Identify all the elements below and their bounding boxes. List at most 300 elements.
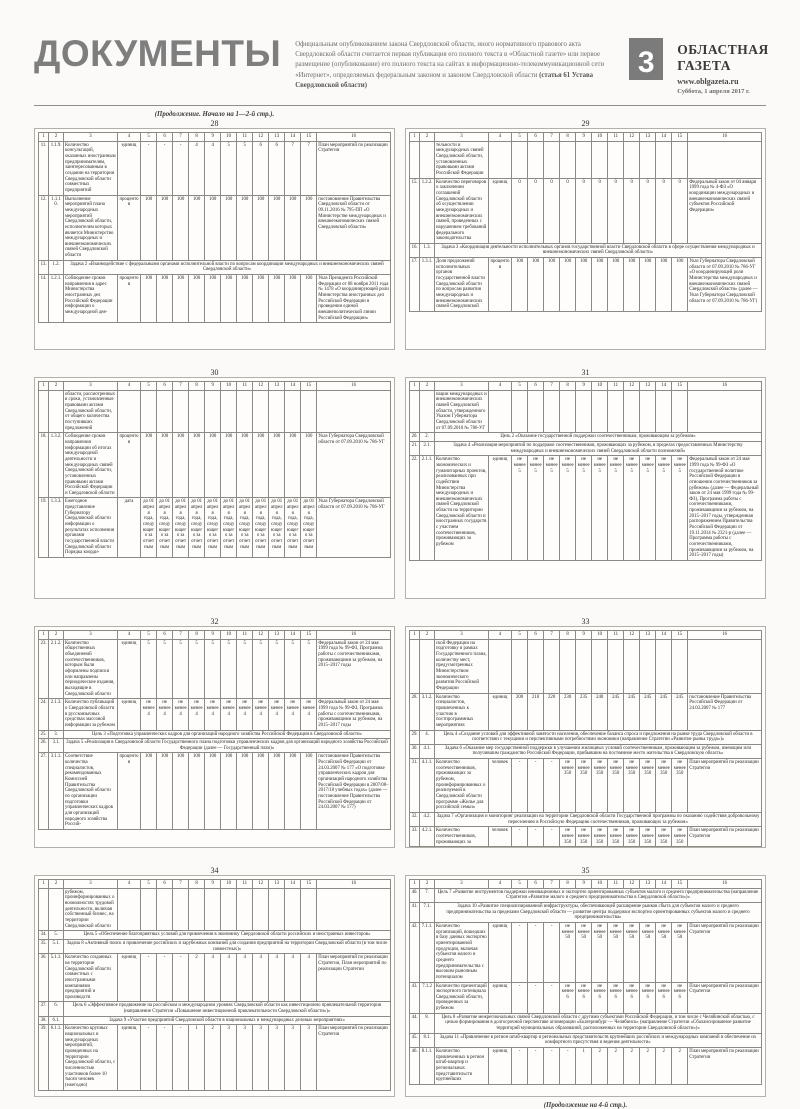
table-col-header: 13 bbox=[640, 133, 656, 142]
value-cell: 100 bbox=[253, 753, 269, 830]
code-cell: 2. bbox=[420, 433, 435, 442]
table-box bbox=[34, 128, 395, 350]
table-col-header: 12 bbox=[624, 382, 640, 391]
indicator-text-cell: области, рассмотренных в сроки, установленные правовыми актами Свердловской области, от общего количества поступивших предложений bbox=[63, 390, 117, 433]
code-cell: 5.1.1. bbox=[49, 954, 64, 1002]
unit-cell: человек bbox=[488, 827, 511, 847]
table-header-row bbox=[39, 631, 391, 640]
value-cell: не менее 50 bbox=[560, 922, 576, 982]
table-row bbox=[39, 260, 391, 274]
table-col-header: 3 bbox=[434, 382, 488, 391]
section-cell: Задача 6 «Оказание мер государственной поддержки в улучшении жилищных условий соотечественникам, проживающим за рубежом, имеющим или получившим гражданство Российской Федерации, прибывшим на постоянное место жительства в Свердловскую область» bbox=[434, 744, 761, 758]
indicator-text-cell: Количество консультаций, оказанных иностранным предпринимателям, заинтересованным в создании на территории Свердловской области совместных предприятий bbox=[63, 141, 117, 195]
code-cell: 1.1.10. bbox=[49, 195, 64, 260]
section-cell: Задача 10 «Развитие специализированной инфраструктуры, обеспечивающей расширение рынков сбыта для субъектов малого и среднего предпринимательства за пределами Свердловской области — развитие центра поддержки экспортно ориентированных субъектов малого и среднего предпринимательства» bbox=[434, 902, 761, 922]
table-col-header: 10 bbox=[592, 382, 608, 391]
table-row bbox=[410, 744, 762, 758]
value-cell: 5 bbox=[221, 141, 237, 195]
value-cell bbox=[157, 888, 173, 931]
value-cell: 100 bbox=[141, 275, 157, 323]
row-index-cell: 35. bbox=[39, 939, 49, 953]
table-box bbox=[405, 875, 766, 1097]
unit-cell: процентов bbox=[117, 195, 140, 260]
value-cell bbox=[544, 639, 560, 693]
indicator-text-cell: Количество созданных на территории Свердловской области совместных с иностранными компаниями предприятий и производств bbox=[63, 954, 117, 1002]
value-cell: 0 bbox=[656, 178, 672, 243]
section-cell: Задача 7 «Организация и мониторинг реализации на территории Свердловской области Государственной программы по оказанию содействия добровольному переселению в Российскую Федерацию соотечественников, проживающих за рубежом» bbox=[434, 813, 761, 827]
indicator-text-cell: нации международных и внешнеэкономических связей Свердловской области, утвержденного Указом Губернатора Свердловской области от 07.09.2010 № 786-УГ bbox=[434, 390, 488, 433]
table-col-header: 5 bbox=[512, 880, 528, 889]
table-row bbox=[39, 888, 391, 931]
table-col-header: 11 bbox=[237, 880, 253, 889]
value-cell bbox=[560, 639, 576, 693]
table-page-number: 28 bbox=[210, 119, 219, 128]
indicators-table bbox=[409, 879, 762, 1085]
value-cell: 100 bbox=[173, 753, 189, 830]
value-cell: - bbox=[173, 1025, 189, 1090]
table-col-header: 16 bbox=[317, 382, 391, 391]
table-col-header: 10 bbox=[592, 133, 608, 142]
value-cell: 100 bbox=[189, 433, 205, 498]
value-cell: 2 bbox=[592, 1048, 608, 1085]
row-index-cell: 27. bbox=[39, 753, 49, 830]
table-col-header: 4 bbox=[117, 382, 140, 391]
table-col-header: 11 bbox=[608, 382, 624, 391]
table-col-header: 3 bbox=[63, 382, 117, 391]
basis-cell: План мероприятий по реализации Стратегии bbox=[688, 1048, 762, 1085]
value-cell: до 01 апреля года, следующего за отчетным bbox=[237, 498, 253, 558]
table-col-header: 13 bbox=[269, 382, 285, 391]
unit-cell: процентов bbox=[117, 753, 140, 830]
value-cell: - bbox=[544, 1048, 560, 1085]
section-cell: Цель 4 «Создание условий для эффективной занятости населения, обеспечение баланса спроса и предложения на рынке труда Свердловской области в соответствии с текущими и перспективными потребностями экономики (направление Стратегии «Развитие рынка труда»)» bbox=[434, 730, 761, 744]
table-col-header: 3 bbox=[434, 631, 488, 640]
value-cell: - bbox=[512, 982, 528, 1013]
table-col-header: 14 bbox=[656, 133, 672, 142]
indicators-table bbox=[409, 381, 762, 561]
value-cell: - bbox=[528, 827, 544, 847]
table-col-header: 9 bbox=[576, 382, 592, 391]
value-cell: 4 bbox=[285, 954, 301, 1002]
value-cell bbox=[269, 390, 285, 433]
indicator-text-cell: тельности и международных связей Свердловской области, установленных правовыми актами Российской Федерации bbox=[434, 141, 488, 178]
section-cell: Цель 7 «Развитие инструментов поддержки инновационных и экспортно ориентированных субъектов малого и среднего предпринимательства (направление Стратегии «Развитие малого и среднего предпринимательства в Свердловской области»)» bbox=[434, 888, 761, 902]
publication-notice-text: Официальным опубликованием закона Свердловской области, иного нормативного правового акта Свердловской области считается первая публикация его полного текста в «Областной газете» или первое размещение (опубликование) его полного текста на сайтах в информационно-телекоммуникационной сети «Интернет», определяемых федеральным законом и законом Свердловской области bbox=[295, 41, 605, 79]
row-index-cell: 31. bbox=[410, 759, 420, 813]
value-cell: не менее 50 bbox=[624, 922, 640, 982]
unit-cell: единиц bbox=[488, 456, 511, 561]
value-cell bbox=[576, 390, 592, 433]
value-cell: 1 bbox=[576, 1048, 592, 1085]
indicator-text-cell: Выполнение мероприятий плана международных мероприятий Свердловской области, исполнителем которых является Министерство международных и внешнеэкономических связей Свердловской области bbox=[63, 195, 117, 260]
value-cell: 100 bbox=[189, 275, 205, 323]
value-cell bbox=[576, 141, 592, 178]
section-cell: Задача 9 «Участие предприятий Свердловской области в национальных и международных деловых мероприятиях» bbox=[63, 1016, 390, 1025]
value-cell bbox=[512, 639, 528, 693]
table-page-head bbox=[405, 358, 766, 377]
indicators-table bbox=[38, 879, 391, 1091]
unit-cell: единиц bbox=[488, 982, 511, 1013]
section-cell: Цель 2 «Оказание государственной поддержки соотечественникам, проживающим за рубежом» bbox=[434, 433, 761, 442]
row-index-cell bbox=[39, 390, 49, 433]
value-cell: 3 bbox=[221, 1025, 237, 1090]
section-cell: Цель 6 «Эффективное продвижение на российском и международном уровнях Свердловской области как инвестиционно привлекательной территории (направление Стратегии «Повышение инвестиционной привлекательности Свердловской области»)» bbox=[63, 1002, 390, 1016]
row-index-cell: 26. bbox=[39, 739, 49, 753]
basis-cell: План мероприятий по реализации Стратегии bbox=[688, 759, 762, 813]
value-cell: 100 bbox=[253, 433, 269, 498]
section-cell: Задача 8 «Активный поиск и привлечение российских и зарубежных компаний для создания предприятий на территории Свердловской области (в том числе совместных)» bbox=[63, 939, 390, 953]
table-col-header: 5 bbox=[141, 631, 157, 640]
value-cell: не менее 4 bbox=[173, 699, 189, 730]
value-cell: 2 bbox=[189, 954, 205, 1002]
value-cell: 100 bbox=[301, 753, 317, 830]
value-cell: 100 bbox=[269, 433, 285, 498]
table-row bbox=[410, 456, 762, 561]
row-index-cell: 18. bbox=[39, 433, 49, 498]
value-cell: не менее 4 bbox=[189, 699, 205, 730]
basis-cell bbox=[688, 390, 762, 433]
table-row bbox=[410, 827, 762, 847]
basis-cell: постановление Правительства Свердловской области от 09.11.2016 № 795-ПП «О Министерстве международных и внешнеэкономических связей Свердловской области» bbox=[317, 195, 391, 260]
value-cell: 100 bbox=[141, 195, 157, 260]
value-cell: 0 bbox=[544, 178, 560, 243]
value-cell: 100 bbox=[205, 753, 221, 830]
table-page-number: 32 bbox=[210, 617, 219, 626]
table-col-header: 2 bbox=[420, 880, 435, 889]
value-cell bbox=[544, 141, 560, 178]
value-cell: 245 bbox=[656, 693, 672, 730]
table-col-header: 14 bbox=[656, 631, 672, 640]
value-cell: 2 bbox=[624, 1048, 640, 1085]
indicator-text-cell: Количество крупных национальных и международных мероприятий, проведенных на территории Свердловской области, с численностью участников более 10 тысяч человек (ежегодно) bbox=[63, 1025, 117, 1090]
table-row bbox=[39, 1025, 391, 1090]
table-col-header: 1 bbox=[410, 133, 420, 142]
value-cell: 100 bbox=[269, 275, 285, 323]
value-cell: - bbox=[157, 1025, 173, 1090]
table-col-header: 8 bbox=[189, 133, 205, 142]
table-col-header: 7 bbox=[544, 382, 560, 391]
value-cell bbox=[157, 390, 173, 433]
value-cell: не менее 350 bbox=[560, 759, 576, 813]
value-cell: 2 bbox=[656, 1048, 672, 1085]
value-cell: не менее 4 bbox=[205, 699, 221, 730]
value-cell: не менее 4 bbox=[141, 699, 157, 730]
value-cell: не менее 4 bbox=[285, 699, 301, 730]
table-page bbox=[34, 358, 395, 599]
indicator-text-cell: Ежегодное представление Губернатору Свердловской области информации о результатах исполнения органами государственной власти Свердловской области Порядка коорди- bbox=[63, 498, 117, 558]
table-col-header: 3 bbox=[63, 631, 117, 640]
code-cell: 5. bbox=[49, 931, 64, 940]
code-cell: 5.1. bbox=[49, 939, 64, 953]
table-col-header: 1 bbox=[39, 133, 49, 142]
indicators-table bbox=[38, 132, 391, 323]
table-page-head bbox=[34, 607, 395, 626]
section-cell: Цель 8 «Развитие межрегиональных связей Свердловской области с другими субъектами Российской Федерации, в том числе с Челябинской областью, с целью формирования в долгосрочной перспективе агломерации «Екатеринбург — Челябинск» (направление Стратегии «Сбалансированное развитие территорий муниципальных образований, расположенных на территории Свердловской области»)» bbox=[434, 1013, 761, 1033]
value-cell: 4 bbox=[221, 954, 237, 1002]
table-col-header: 6 bbox=[157, 880, 173, 889]
value-cell: 100 bbox=[592, 258, 608, 312]
table-col-header: 1 bbox=[39, 631, 49, 640]
table-row bbox=[410, 1013, 762, 1033]
value-cell bbox=[528, 639, 544, 693]
value-cell: 0 bbox=[624, 178, 640, 243]
value-cell: - bbox=[544, 827, 560, 847]
indicators-table bbox=[38, 381, 391, 558]
newspaper-date: Суббота, 1 апреля 2017 г. bbox=[677, 88, 750, 95]
table-col-header: 7 bbox=[173, 382, 189, 391]
table-page-head bbox=[34, 109, 395, 128]
table-col-header: 6 bbox=[528, 382, 544, 391]
table-col-header: 16 bbox=[688, 880, 762, 889]
value-cell: 100 bbox=[544, 258, 560, 312]
table-col-header: 1 bbox=[39, 880, 49, 889]
table-col-header: 7 bbox=[544, 880, 560, 889]
masthead-title: ДОКУМЕНТЫ bbox=[34, 33, 282, 74]
value-cell bbox=[656, 141, 672, 178]
row-index-cell: 24. bbox=[39, 699, 49, 730]
table-col-header: 8 bbox=[560, 382, 576, 391]
table-col-header: 10 bbox=[221, 631, 237, 640]
basis-cell: Указ Губернатора Свердловской области от 07.09.2010 № 786-УГ bbox=[317, 498, 391, 558]
row-index-cell: 19. bbox=[39, 498, 49, 558]
table-header-row bbox=[410, 382, 762, 391]
table-header-row bbox=[410, 880, 762, 889]
table-col-header: 7 bbox=[173, 133, 189, 142]
table-col-header: 10 bbox=[221, 382, 237, 391]
table-row bbox=[410, 441, 762, 455]
basis-cell: Федеральный закон от 24 мая 1999 года № 99-ФЗ, Программа работы с соотечественниками, проживающими за рубежом, на 2015–2017 годы bbox=[317, 699, 391, 730]
code-cell: 6.1. bbox=[49, 1016, 64, 1025]
value-cell: 100 bbox=[269, 753, 285, 830]
code-cell: 2.1. bbox=[420, 441, 435, 455]
basis-cell: План мероприятий по реализации Стратегии bbox=[688, 827, 762, 847]
row-index-cell: 17. bbox=[410, 258, 420, 312]
section-cell: Цель 3 «Подготовка управленческих кадров для организаций народного хозяйства Российской Федерации в Свердловской области» bbox=[63, 730, 390, 739]
row-index-cell bbox=[410, 390, 420, 433]
table-row bbox=[39, 753, 391, 830]
code-cell: 8.1. bbox=[420, 1033, 435, 1047]
table-col-header: 4 bbox=[117, 133, 140, 142]
table-box bbox=[34, 875, 395, 1097]
value-cell: не менее 5 bbox=[656, 456, 672, 561]
table-col-header: 15 bbox=[301, 631, 317, 640]
code-cell: 7. bbox=[420, 888, 435, 902]
value-cell: 100 bbox=[221, 753, 237, 830]
value-cell: 220 bbox=[544, 693, 560, 730]
row-index-cell: 39. bbox=[39, 1025, 49, 1090]
row-index-cell bbox=[410, 141, 420, 178]
table-col-header: 8 bbox=[189, 631, 205, 640]
value-cell: 4 bbox=[205, 954, 221, 1002]
value-cell: 100 bbox=[269, 195, 285, 260]
table-col-header: 16 bbox=[317, 631, 391, 640]
code-cell bbox=[49, 888, 64, 931]
table-col-header: 2 bbox=[49, 382, 64, 391]
indicator-text-cell: Соблюдение сроков направления в адрес Министерства иностранных дел Российской Федерации информации о международной дея- bbox=[63, 275, 117, 323]
row-index-cell: 29. bbox=[410, 730, 420, 744]
indicators-table bbox=[38, 630, 391, 830]
value-cell: 6 bbox=[253, 141, 269, 195]
table-box bbox=[34, 377, 395, 599]
value-cell bbox=[640, 390, 656, 433]
value-cell bbox=[189, 888, 205, 931]
table-page bbox=[34, 109, 395, 350]
value-cell: 5 bbox=[269, 639, 285, 699]
value-cell: не менее 350 bbox=[656, 827, 672, 847]
code-cell: 1.1.9. bbox=[49, 141, 64, 195]
table-col-header: 4 bbox=[488, 133, 511, 142]
row-index-cell: 21. bbox=[410, 441, 420, 455]
value-cell: 100 bbox=[157, 195, 173, 260]
code-cell: 1.2. bbox=[49, 260, 64, 274]
value-cell: 4 bbox=[269, 954, 285, 1002]
table-page bbox=[405, 358, 766, 599]
table-row bbox=[410, 433, 762, 442]
unit-cell: процентов bbox=[117, 433, 140, 498]
value-cell bbox=[189, 390, 205, 433]
value-cell bbox=[173, 888, 189, 931]
continuation-note: (Продолжение на 4-й стр.). bbox=[543, 1102, 628, 1109]
table-box bbox=[34, 626, 395, 848]
table-row bbox=[410, 141, 762, 178]
basis-cell: постановление Правительства Российской Федерации от 24.03.2007 № 177 bbox=[688, 693, 762, 730]
basis-cell: План мероприятий по реализации Стратегии bbox=[688, 922, 762, 982]
value-cell bbox=[672, 141, 688, 178]
value-cell: не менее 350 bbox=[624, 827, 640, 847]
value-cell: не менее 350 bbox=[576, 759, 592, 813]
table-row bbox=[39, 1016, 391, 1025]
value-cell: не менее 5 bbox=[528, 456, 544, 561]
value-cell: не менее 4 bbox=[253, 699, 269, 730]
value-cell: - bbox=[544, 982, 560, 1013]
row-index-cell: 25. bbox=[39, 730, 49, 739]
value-cell: 210 bbox=[528, 693, 544, 730]
code-cell: 3.1.2. bbox=[420, 693, 435, 730]
publication-notice bbox=[295, 38, 615, 91]
row-index-cell: 41. bbox=[410, 902, 420, 922]
value-cell: не менее 4 bbox=[221, 699, 237, 730]
value-cell: 230 bbox=[560, 693, 576, 730]
value-cell bbox=[656, 390, 672, 433]
table-col-header: 12 bbox=[624, 133, 640, 142]
value-cell: 100 bbox=[237, 753, 253, 830]
code-cell: 1.3.1. bbox=[420, 258, 435, 312]
value-cell: не менее 5 bbox=[544, 456, 560, 561]
table-col-header: 9 bbox=[576, 631, 592, 640]
value-cell: 100 bbox=[285, 195, 301, 260]
indicator-text-cell: Количество публикаций о Свердловской области в русскоязычных средствах массовой информации за рубежом bbox=[63, 699, 117, 730]
value-cell: 0 bbox=[672, 178, 688, 243]
table-col-header: 15 bbox=[672, 382, 688, 391]
unit-cell: процентов bbox=[488, 258, 511, 312]
table-page-head bbox=[405, 607, 766, 626]
value-cell: не менее 350 bbox=[640, 827, 656, 847]
value-cell: - bbox=[512, 827, 528, 847]
indicator-text-cell: Количество переговоров о заключении соглашений Свердловской области об осуществлении международных и внешнеэкономических связей, проведенных с нарушением требований федерального законодательства bbox=[434, 178, 488, 243]
value-cell: 240 bbox=[592, 693, 608, 730]
table-col-header: 6 bbox=[528, 133, 544, 142]
table-col-header: 8 bbox=[189, 382, 205, 391]
table-col-header: 16 bbox=[688, 133, 762, 142]
value-cell: 100 bbox=[656, 258, 672, 312]
table-row bbox=[410, 730, 762, 744]
table-col-header: 14 bbox=[285, 382, 301, 391]
code-cell: 3.1. bbox=[49, 739, 64, 753]
value-cell bbox=[173, 390, 189, 433]
table-page bbox=[405, 109, 766, 350]
value-cell bbox=[672, 390, 688, 433]
table-row bbox=[410, 1048, 762, 1085]
table-row bbox=[410, 813, 762, 827]
table-col-header: 10 bbox=[221, 880, 237, 889]
value-cell: 100 bbox=[221, 275, 237, 323]
value-cell bbox=[624, 141, 640, 178]
value-cell bbox=[512, 141, 528, 178]
code-cell: 1.2.1. bbox=[49, 275, 64, 323]
value-cell: 100 bbox=[157, 753, 173, 830]
value-cell: 100 bbox=[173, 433, 189, 498]
unit-cell: единиц bbox=[117, 699, 140, 730]
table-col-header: 11 bbox=[237, 382, 253, 391]
table-header-row bbox=[39, 382, 391, 391]
value-cell: до 01 апреля года, следующего за отчетным bbox=[205, 498, 221, 558]
table-col-header: 15 bbox=[301, 880, 317, 889]
code-cell: 3.1.1. bbox=[49, 753, 64, 830]
indicator-text-cell: Количество общественных объединений соотечественников, которым были оформлены подписки или направлены периодические издания, выходящие в Свердловской области bbox=[63, 639, 117, 699]
value-cell: не менее 350 bbox=[608, 827, 624, 847]
newspaper-info bbox=[677, 38, 768, 95]
value-cell: 5 bbox=[221, 639, 237, 699]
table-col-header: 2 bbox=[420, 133, 435, 142]
table-col-header: 4 bbox=[117, 880, 140, 889]
indicator-text-cell: Доля предложений исполнительных органов государственной власти Свердловской области по вопросам развития международных и внешнеэкономических связей Свердловской bbox=[434, 258, 488, 312]
value-cell: 100 bbox=[624, 258, 640, 312]
code-cell: 2.1.1. bbox=[420, 456, 435, 561]
table-col-header: 12 bbox=[253, 382, 269, 391]
table-row bbox=[410, 759, 762, 813]
value-cell: до 01 апреля года, следующего за отчетным bbox=[253, 498, 269, 558]
table-box bbox=[405, 377, 766, 599]
value-cell bbox=[576, 639, 592, 693]
value-cell bbox=[592, 390, 608, 433]
value-cell: 6 bbox=[269, 141, 285, 195]
value-cell: до 01 апреля года, следующего за отчетным bbox=[173, 498, 189, 558]
code-cell: 2.1.2. bbox=[49, 639, 64, 699]
value-cell: - bbox=[544, 922, 560, 982]
row-index-cell: 23. bbox=[39, 639, 49, 699]
row-index-cell: 14. bbox=[39, 275, 49, 323]
code-cell: 8.1.1. bbox=[420, 1048, 435, 1085]
value-cell: 5 bbox=[205, 639, 221, 699]
table-col-header: 12 bbox=[253, 880, 269, 889]
value-cell: 5 bbox=[301, 639, 317, 699]
table-col-header: 5 bbox=[141, 880, 157, 889]
table-page-number: 31 bbox=[581, 368, 590, 377]
indicator-text-cell: Количество соотечественников, проживающих за bbox=[434, 827, 488, 847]
table-col-header: 14 bbox=[285, 631, 301, 640]
value-cell: не менее 5 bbox=[624, 456, 640, 561]
value-cell: 100 bbox=[237, 195, 253, 260]
value-cell bbox=[528, 390, 544, 433]
row-index-cell: 11. bbox=[39, 141, 49, 195]
value-cell: 245 bbox=[624, 693, 640, 730]
value-cell: - bbox=[512, 759, 528, 813]
value-cell bbox=[512, 390, 528, 433]
value-cell: 1 bbox=[189, 1025, 205, 1090]
indicator-text-cell: Соответствие количества специалистов, рекомендованных Комиссией Правительства Свердловской области по организации подготовки управленческих кадров для организаций народного хозяйства Россий- bbox=[63, 753, 117, 830]
table-col-header: 5 bbox=[141, 133, 157, 142]
unit-cell: единиц bbox=[488, 178, 511, 243]
